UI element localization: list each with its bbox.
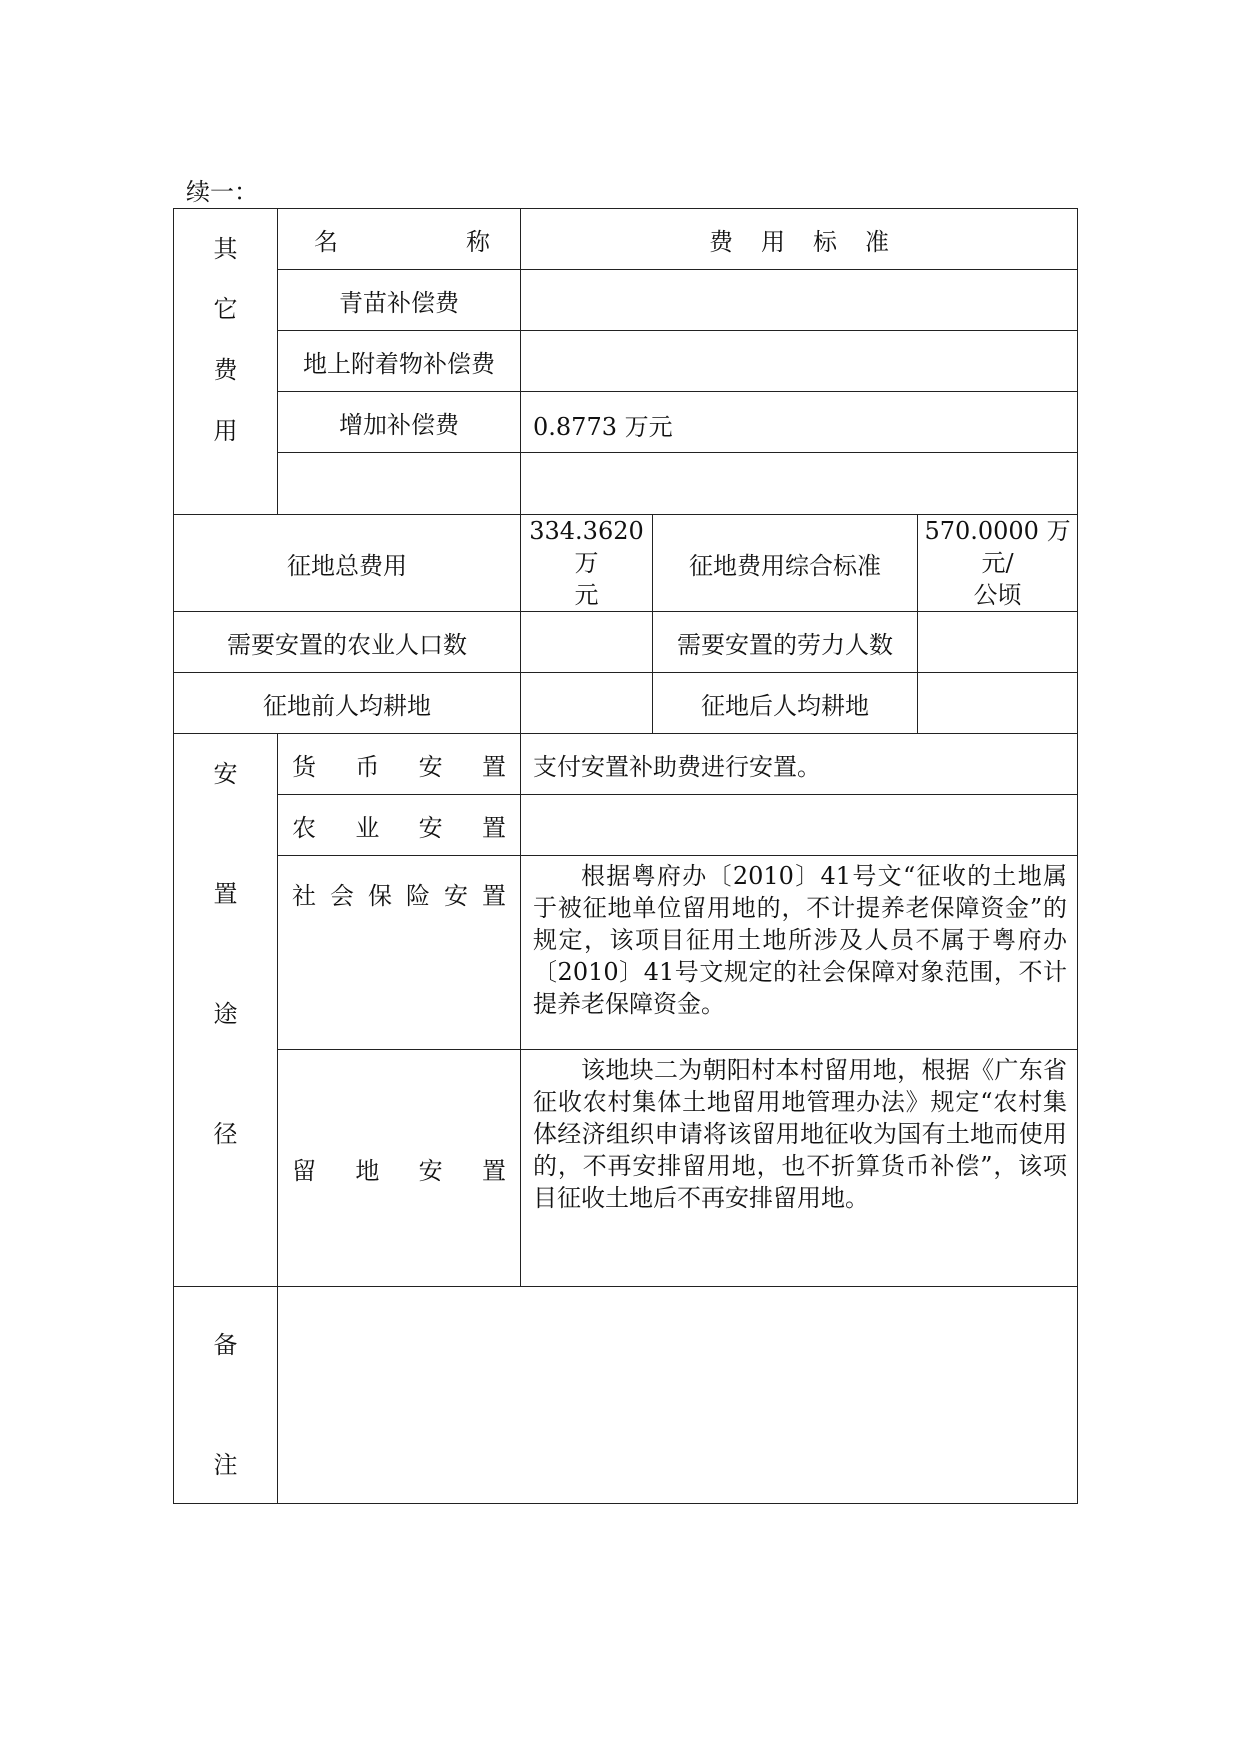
fee-row	[174, 331, 1078, 392]
farmland-after-label: 征地后人均耕地	[653, 673, 918, 734]
fee-value-cell: 0.8773 万元	[521, 392, 1078, 453]
agricultural-resettlement-label: 农 业 安 置	[278, 795, 521, 856]
farm-population-value	[521, 612, 653, 673]
agricultural-resettlement-text	[521, 795, 1078, 856]
social-insurance-row	[174, 856, 1078, 1050]
total-cost-value: 334.3620 万 元	[521, 515, 653, 612]
resettlement-side-label: 安 置 途 径	[174, 734, 278, 1287]
fee-name-cell: 地上附着物补偿费	[278, 331, 521, 392]
other-fees-side-label: 其 它 费 用	[174, 209, 278, 515]
reserved-land-row	[174, 1050, 1078, 1287]
fee-row	[174, 453, 1078, 515]
social-insurance-text: 根据粤府办〔2010〕41号文“征收的土地属于被征地单位留用地的，不计提养老保障资金”的规定，该项目征用土地所涉及人员不属于粤府办〔2010〕41号文规定的社会保障对象范围，不计提养老保障资金。	[521, 856, 1078, 1050]
remarks-content	[278, 1287, 1078, 1504]
fee-value-cell	[521, 331, 1078, 392]
fee-name-cell	[278, 453, 521, 515]
composite-standard-label: 征地费用综合标准	[653, 515, 918, 612]
total-cost-row	[174, 515, 1078, 612]
monetary-resettlement-label: 货 币 安 置	[278, 734, 521, 795]
population-row	[174, 612, 1078, 673]
fee-row	[174, 392, 1078, 453]
composite-standard-value: 570.0000 万元/ 公顷	[918, 515, 1078, 612]
farmland-row	[174, 673, 1078, 734]
fee-name-cell: 青苗补偿费	[278, 270, 521, 331]
labor-count-label: 需要安置的劳力人数	[653, 612, 918, 673]
fee-name-cell: 增加补偿费	[278, 392, 521, 453]
name-column-header: 名 称	[278, 209, 521, 270]
other-fees-header-row	[174, 209, 1078, 270]
farmland-before-label: 征地前人均耕地	[174, 673, 521, 734]
labor-count-value	[918, 612, 1078, 673]
farm-population-label: 需要安置的农业人口数	[174, 612, 521, 673]
farmland-before-value	[521, 673, 653, 734]
reserved-land-text: 该地块二为朝阳村本村留用地，根据《广东省征收农村集体土地留用地管理办法》规定“农村集体经济组织申请将该留用地征收为国有土地而使用的，不再安排留用地，也不折算货币补偿”，该项目征收土地后不再安排留用地。	[521, 1050, 1078, 1287]
remarks-row	[174, 1287, 1078, 1504]
remarks-side-label: 备 注	[174, 1287, 278, 1504]
page-heading: 续一：	[186, 178, 258, 206]
standard-column-header: 费 用 标 准	[521, 209, 1078, 270]
monetary-resettlement-row	[174, 734, 1078, 795]
social-insurance-label: 社 会 保 险 安 置	[278, 856, 521, 1050]
fee-value-cell	[521, 270, 1078, 331]
land-acquisition-form-table	[173, 208, 1078, 1504]
monetary-resettlement-text: 支付安置补助费进行安置。	[521, 734, 1078, 795]
total-cost-label: 征地总费用	[174, 515, 521, 612]
fee-row	[174, 270, 1078, 331]
reserved-land-label: 留 地 安 置	[278, 1050, 521, 1287]
agricultural-resettlement-row	[174, 795, 1078, 856]
farmland-after-value	[918, 673, 1078, 734]
fee-value-cell	[521, 453, 1078, 515]
